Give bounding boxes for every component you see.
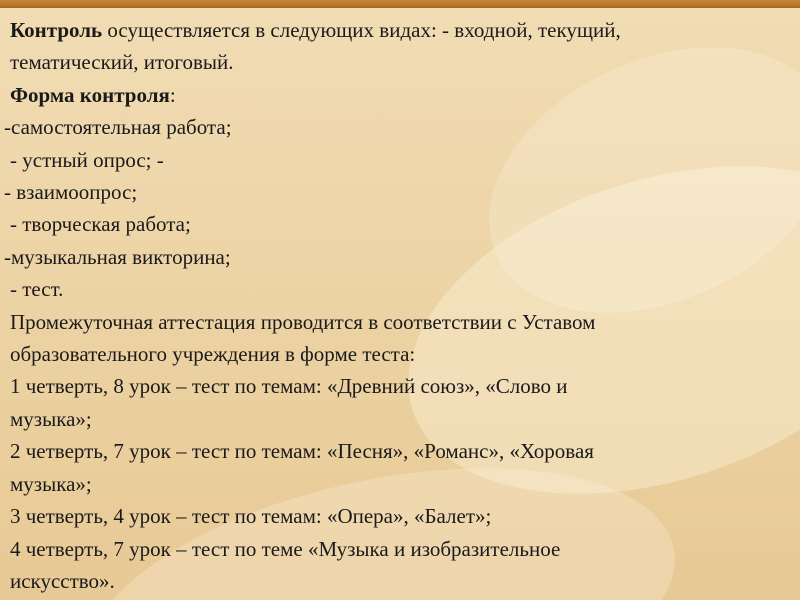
quarter-1-line-2: музыка»;: [10, 406, 92, 431]
form-heading: Форма контроля: [10, 82, 170, 107]
quarter-2-line-2: музыка»;: [10, 471, 92, 496]
form-heading-colon: :: [169, 82, 176, 107]
attestation-line-1: Промежуточная аттестация проводится в соответствии с Уставом: [10, 309, 596, 334]
list-item: -самостоятельная работа;: [4, 115, 232, 140]
list-item: - творческая работа;: [10, 212, 191, 237]
control-types-text: осуществляется в следующих видах: - входной, текущий,: [102, 18, 621, 42]
quarter-1-line-1: 1 четверть, 8 урок – тест по темам: «Древний союз», «Слово и: [10, 374, 568, 399]
control-types-line-1: [4, 14, 790, 46]
control-heading: Контроль: [10, 18, 103, 42]
quarter-4-line-1: 4 четверть, 7 урок – тест по теме «Музыка и изобразительное: [10, 536, 561, 561]
list-item: - устный опрос; -: [10, 147, 164, 172]
list-item: - взаимоопрос;: [4, 180, 138, 205]
list-item: -музыкальная викторина;: [4, 244, 231, 269]
control-types-line-2: тематический, итоговый.: [10, 50, 234, 75]
slide-text-body: [4, 14, 790, 597]
top-accent-strip: [0, 0, 800, 8]
attestation-line-2: образовательного учреждения в форме теста:: [10, 342, 416, 367]
quarter-3-line-1: 3 четверть, 4 урок – тест по темам: «Опера», «Балет»;: [10, 504, 492, 529]
quarter-2-line-1: 2 четверть, 7 урок – тест по темам: «Песня», «Романс», «Хоровая: [10, 439, 594, 464]
list-item: - тест.: [10, 277, 64, 302]
quarter-4-line-2: искусство».: [10, 568, 115, 593]
form-heading-line: [4, 79, 790, 111]
